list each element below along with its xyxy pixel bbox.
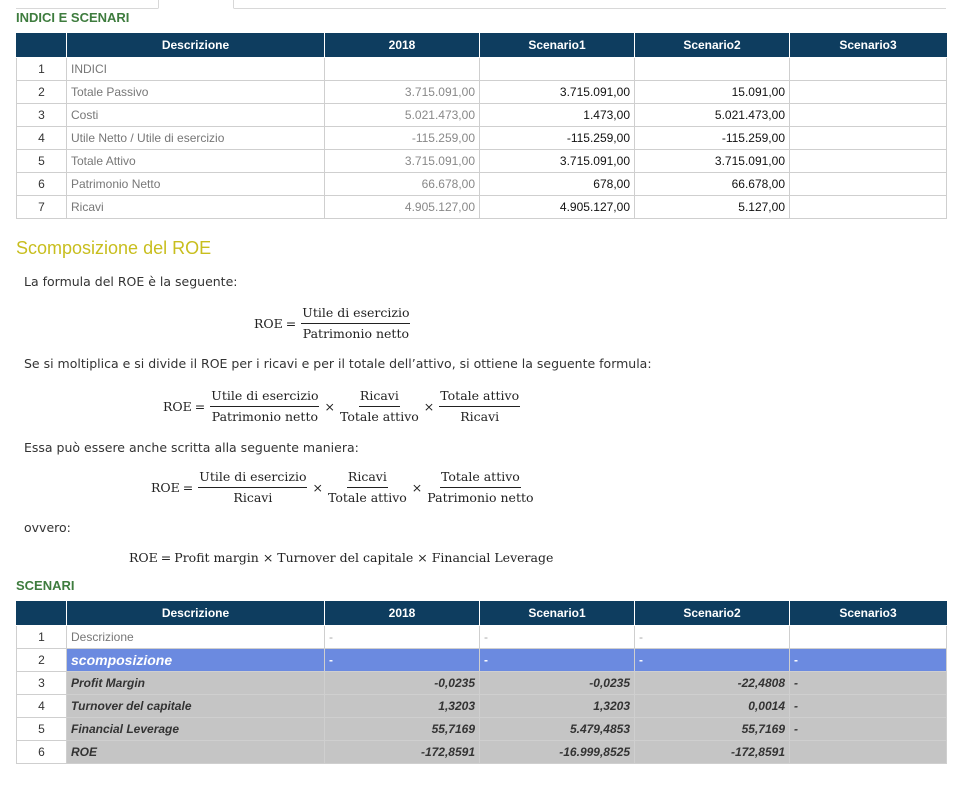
numerator: Utile di esercizio: [198, 469, 307, 488]
equals-sign: =: [160, 550, 172, 565]
cell-scenario1[interactable]: 678,00: [480, 173, 635, 196]
indici-table: [16, 33, 947, 219]
roe-formula-expanded: [163, 388, 522, 425]
roe-intro-text: La formula del ROE è la seguente:: [24, 274, 238, 289]
cell-2018[interactable]: [325, 58, 480, 81]
cell-scenario1[interactable]: 4.905.127,00: [480, 196, 635, 219]
times-sign: ×: [312, 480, 323, 495]
roe-symbol: ROE: [151, 480, 180, 495]
cell-2018[interactable]: -0,0235: [325, 672, 480, 695]
equals-sign: =: [182, 480, 194, 495]
cell-descrizione[interactable]: Ricavi: [67, 196, 325, 219]
cell-scenario1[interactable]: -: [480, 649, 635, 672]
indici-header-row: [17, 33, 947, 58]
table-row: [17, 672, 947, 695]
table-row: [17, 104, 947, 127]
cell-scenario3[interactable]: [790, 173, 947, 196]
cell-descrizione[interactable]: ROE: [67, 741, 325, 764]
numerator: Ricavi: [347, 469, 388, 488]
table-row: [17, 58, 947, 81]
fraction: [340, 388, 419, 425]
col-header-descrizione[interactable]: Descrizione: [67, 601, 325, 626]
roe-symbol: ROE: [129, 550, 158, 565]
table-row: [17, 196, 947, 219]
cell-scenario2[interactable]: 0,0014: [635, 695, 790, 718]
cell-scenario2[interactable]: [635, 58, 790, 81]
equals-sign: =: [285, 316, 297, 331]
cell-scenario2[interactable]: 5.021.473,00: [635, 104, 790, 127]
table-row: [17, 695, 947, 718]
denominator: Ricavi: [460, 409, 500, 424]
numerator: Totale attivo: [440, 469, 521, 488]
row-number: 1: [17, 58, 67, 81]
roe-section-title: Scomposizione del ROE: [16, 238, 212, 258]
cell-scenario3[interactable]: -: [790, 695, 947, 718]
cell-2018[interactable]: 4.905.127,00: [325, 196, 480, 219]
col-header-2018[interactable]: 2018: [325, 601, 480, 626]
cell-scenario3[interactable]: [790, 626, 947, 649]
roe-paragraph-2: Se si moltiplica e si divide il ROE per i ricavi e per il totale dell’attivo, si ottiene la seguente formula:: [24, 356, 652, 371]
cell-scenario1[interactable]: [480, 58, 635, 81]
cell-2018[interactable]: -: [325, 649, 480, 672]
cell-scenario3[interactable]: [790, 81, 947, 104]
cell-scenario1[interactable]: -: [480, 626, 635, 649]
roe-formula-final: [129, 550, 553, 565]
fraction: [427, 469, 533, 506]
cell-scenario3[interactable]: [790, 104, 947, 127]
fraction: [328, 469, 407, 506]
row-number: 6: [17, 741, 67, 764]
cell-2018[interactable]: 3.715.091,00: [325, 81, 480, 104]
cell-2018[interactable]: 66.678,00: [325, 173, 480, 196]
denominator: Totale attivo: [339, 409, 419, 424]
numerator: Totale attivo: [439, 388, 520, 407]
cell-scenario3[interactable]: [790, 127, 947, 150]
col-header-index: [17, 601, 67, 626]
times-sign: ×: [423, 399, 435, 414]
col-header-descrizione[interactable]: Descrizione: [67, 33, 325, 58]
cell-scenario2[interactable]: 5.127,00: [635, 196, 790, 219]
times-sign: ×: [324, 399, 335, 414]
table-row: [17, 173, 947, 196]
equals-sign: =: [194, 399, 206, 414]
cell-scenario2[interactable]: -172,8591: [635, 741, 790, 764]
cell-2018[interactable]: -: [325, 626, 480, 649]
cell-scenario2[interactable]: 15.091,00: [635, 81, 790, 104]
cell-descrizione[interactable]: Profit Margin: [67, 672, 325, 695]
cell-2018[interactable]: -115.259,00: [325, 127, 480, 150]
tab-strip: [16, 0, 946, 9]
row-number: 4: [17, 695, 67, 718]
cell-scenario2[interactable]: 3.715.091,00: [635, 150, 790, 173]
cell-scenario1[interactable]: 5.479,4853: [480, 718, 635, 741]
col-header-scenario1[interactable]: Scenario1: [480, 33, 635, 58]
col-header-scenario2[interactable]: Scenario2: [635, 33, 790, 58]
roe-paragraph-3: Essa può essere anche scritta alla seguente maniera:: [24, 440, 359, 455]
denominator: Ricavi: [233, 490, 273, 505]
cell-scenario1[interactable]: 3.715.091,00: [480, 150, 635, 173]
cell-scenario3[interactable]: -: [790, 718, 947, 741]
cell-scenario1[interactable]: -0,0235: [480, 672, 635, 695]
roe-symbol: ROE: [163, 399, 192, 414]
row-number: 3: [17, 672, 67, 695]
cell-scenario2[interactable]: -: [635, 649, 790, 672]
col-header-scenario3[interactable]: Scenario3: [790, 33, 947, 58]
cell-scenario3[interactable]: [790, 150, 947, 173]
row-number: 4: [17, 127, 67, 150]
row-number: 2: [17, 649, 67, 672]
cell-scenario3[interactable]: -: [790, 649, 947, 672]
roe-paragraph-4: ovvero:: [24, 520, 71, 535]
row-number: 3: [17, 104, 67, 127]
times-sign: ×: [411, 480, 423, 495]
cell-descrizione[interactable]: Costi: [67, 104, 325, 127]
fraction: [439, 388, 520, 425]
cell-descrizione[interactable]: Totale Passivo: [67, 81, 325, 104]
fraction: [198, 469, 307, 506]
roe-symbol: ROE: [254, 316, 283, 331]
cell-descrizione[interactable]: Totale Attivo: [67, 150, 325, 173]
indici-section-title: INDICI E SCENARI: [16, 10, 130, 25]
col-header-index: [17, 33, 67, 58]
denominator: Patrimonio netto: [427, 490, 534, 505]
row-number: 5: [17, 718, 67, 741]
cell-scenario2[interactable]: 55,7169: [635, 718, 790, 741]
numerator: Utile di esercizio: [210, 388, 319, 407]
cell-scenario2[interactable]: -115.259,00: [635, 127, 790, 150]
cell-scenario2[interactable]: 66.678,00: [635, 173, 790, 196]
cell-descrizione[interactable]: scomposizione: [67, 649, 325, 672]
roe-formula-basic: [254, 305, 412, 342]
cell-scenario3[interactable]: -: [790, 672, 947, 695]
final-formula-terms: Profit margin × Turnover del capitale × Financial Leverage: [174, 550, 554, 565]
cell-descrizione[interactable]: Descrizione: [67, 626, 325, 649]
row-number: 5: [17, 150, 67, 173]
table-row: [17, 150, 947, 173]
cell-2018[interactable]: -172,8591: [325, 741, 480, 764]
fraction: [210, 388, 319, 425]
cell-scenario2[interactable]: -: [635, 626, 790, 649]
cell-descrizione[interactable]: INDICI: [67, 58, 325, 81]
scenari-section-title: SCENARI: [16, 578, 75, 593]
cell-scenario1[interactable]: 1.473,00: [480, 104, 635, 127]
cell-descrizione[interactable]: Turnover del capitale: [67, 695, 325, 718]
scenari-header-row: [17, 601, 947, 626]
col-header-scenario3[interactable]: Scenario3: [790, 601, 947, 626]
col-header-scenario1[interactable]: Scenario1: [480, 601, 635, 626]
table-row: [17, 718, 947, 741]
cell-scenario1[interactable]: 3.715.091,00: [480, 81, 635, 104]
row-number: 7: [17, 196, 67, 219]
cell-scenario3[interactable]: [790, 196, 947, 219]
row-number: 1: [17, 626, 67, 649]
active-tab[interactable]: [158, 0, 234, 9]
numerator: Utile di esercizio: [301, 305, 410, 324]
cell-2018[interactable]: 5.021.473,00: [325, 104, 480, 127]
cell-descrizione[interactable]: Financial Leverage: [67, 718, 325, 741]
cell-2018[interactable]: 1,3203: [325, 695, 480, 718]
cell-2018[interactable]: 3.715.091,00: [325, 150, 480, 173]
table-row: [17, 741, 947, 764]
cell-scenario1[interactable]: -115.259,00: [480, 127, 635, 150]
table-row: [17, 127, 947, 150]
row-number: 6: [17, 173, 67, 196]
numerator: Ricavi: [359, 388, 400, 407]
row-number: 2: [17, 81, 67, 104]
col-header-2018[interactable]: 2018: [325, 33, 480, 58]
cell-scenario2[interactable]: -22,4808: [635, 672, 790, 695]
cell-descrizione[interactable]: Utile Netto / Utile di esercizio: [67, 127, 325, 150]
table-row: [17, 81, 947, 104]
col-header-scenario2[interactable]: Scenario2: [635, 601, 790, 626]
cell-scenario3[interactable]: [790, 741, 947, 764]
cell-scenario3[interactable]: [790, 58, 947, 81]
table-row: [17, 626, 947, 649]
fraction: [301, 305, 410, 342]
table-row: [17, 649, 947, 672]
roe-formula-rewritten: [151, 469, 536, 506]
cell-scenario1[interactable]: -16.999,8525: [480, 741, 635, 764]
denominator: Patrimonio netto: [211, 409, 318, 424]
cell-scenario1[interactable]: 1,3203: [480, 695, 635, 718]
scenari-table: [16, 601, 947, 764]
denominator: Totale attivo: [327, 490, 407, 505]
denominator: Patrimonio netto: [302, 326, 409, 341]
cell-2018[interactable]: 55,7169: [325, 718, 480, 741]
cell-descrizione[interactable]: Patrimonio Netto: [67, 173, 325, 196]
